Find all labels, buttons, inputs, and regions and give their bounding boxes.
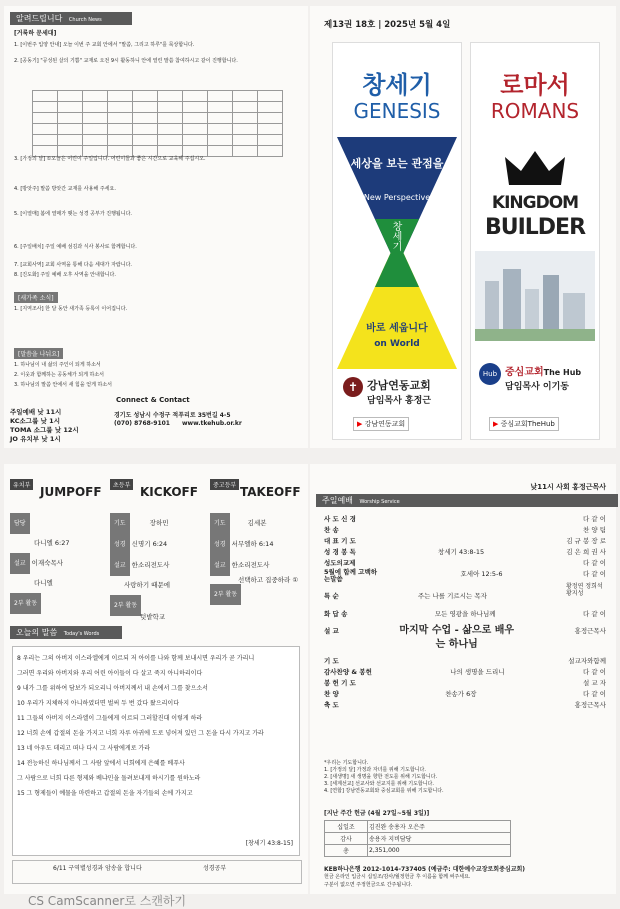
kids-panel — [4, 464, 308, 894]
crown-icon — [505, 151, 565, 187]
order-row: 화 답 송 모든 영광을 하나님께 다 같 이 — [324, 610, 606, 618]
order-row: 찬 송 찬 양 팀 — [324, 526, 606, 534]
order-row: 봉 헌 기 도 설 교 자 — [324, 679, 606, 687]
account-note-2: 구분이 없으면 주정헌금으로 간주됩니다. — [324, 882, 413, 888]
kids-row: 기도 김세본 — [210, 513, 304, 534]
order-row: 특 순 주는 나를 기르시는 목자 황정연 정희석 황지성 — [324, 583, 603, 600]
news-header — [10, 12, 132, 25]
service-times — [10, 408, 110, 444]
word-line: 9 내가 그를 위하여 담보가 되오리니 아버지께서 내 손에서 그를 찾으소서 — [17, 685, 208, 692]
genesis-tri-bottom: 바로 세웁니다 — [366, 323, 428, 334]
kids-tag: 중고등부 — [210, 479, 239, 490]
romans-title-en: ROMANS — [490, 99, 580, 123]
city-illustration — [475, 251, 595, 341]
worship-top: 낮11시 사회 홍정근목사 — [530, 483, 606, 491]
prayer-header: *우리는 기도합니다. — [324, 760, 369, 766]
genesis-church: 강남연동교회 — [367, 379, 431, 392]
connect-title: Connect & Contact — [116, 396, 190, 404]
kids-row: 설교 한소리전도사 — [110, 555, 204, 576]
church-web: www.tkehub.or.kr — [182, 420, 242, 427]
worship-panel — [310, 464, 616, 894]
kids-row: 2부 활동 — [110, 595, 204, 616]
order-row: 성 경 봉 독 창세기 43:8-15 김 은 희 권 사 — [324, 548, 606, 556]
order-row: 5월에 함께 고백하는말씀 호세아 12:5-6 다 같 이 — [324, 568, 606, 583]
order-row: 찬 양 찬송가 6장 다 같 이 — [324, 690, 606, 698]
kids-row: 2부 활동 — [10, 593, 104, 614]
genesis-title-en: GENESIS — [353, 99, 441, 123]
genesis-tri-top: 세상을 보는 관점을 — [350, 157, 444, 170]
kids-col-2 — [210, 472, 304, 605]
word-footer-right: 성경공부 — [203, 865, 227, 872]
share-item-0: 1. 하나님이 내 삶의 주인이 되게 하소서 — [14, 362, 101, 368]
genesis-youtube — [353, 417, 409, 431]
news-item-7: 7. [교회사역] 교회 사역을 통해 다음 세대가 자랍니다. — [14, 262, 132, 268]
word-line: 12 너희 손에 갑절의 돈을 가지고 너희 자루 아귀에 도로 넣어져 있던 그 돈을 다시 가지고 가라 — [17, 730, 264, 737]
kids-col-0 — [10, 472, 104, 614]
kids-row: 2부 활동 — [210, 584, 304, 605]
kids-row: 텃밭학교 — [140, 613, 166, 621]
offering-title: [지난 주간 헌금 (4월 27일~5월 3일)] — [324, 810, 430, 817]
romans-church — [505, 363, 581, 378]
worship-header-en: Worship Service — [359, 499, 400, 505]
prayer-line: 1. [가정의 달] 가정과 자녀를 위해 기도합니다. — [324, 767, 426, 773]
prayer-line: 2. [새생명] 새 생명을 향한 전도를 위해 기도합니다. — [324, 774, 438, 780]
offering-row: 총 2,351,000 — [325, 845, 511, 857]
order-row: 감사찬양 & 봉헌 나의 생명을 드리니 다 같 이 — [324, 668, 606, 676]
issue-line: 제13권 18호 | 2025년 5월 4일 — [324, 20, 451, 30]
service-row: TOMA 소그룹 낮 12시 — [10, 426, 79, 434]
news-panel — [4, 6, 308, 448]
new-family-body: 1. [지역조사] 한 달 동안 새가족 등록이 이어집니다. — [14, 306, 128, 312]
genesis-youtube-label: 강남연동교회 — [364, 420, 406, 428]
youtube-icon: ▶ — [357, 420, 363, 428]
kids-title: JUMPOFF — [40, 485, 102, 499]
prayer-line: 4. [연합] 강남연동교회와 중심교회를 위해 기도합니다. — [324, 788, 444, 794]
romans-youtube-label: 중심교회TheHub — [500, 420, 555, 428]
account-note: 헌금 온라인 입금시 십일조/감사/월정헌금 후 이름을 함께 써주세요. — [324, 874, 471, 880]
word-line: 그러면 우리와 아버지와 우리 어린 아이들이 다 살고 죽지 아니하리이다 — [17, 670, 203, 677]
kids-col-1 — [110, 472, 204, 627]
share-item-2: 3. 하나님의 말씀 안에서 새 힘을 얻게 하소서 — [14, 382, 113, 388]
genesis-title-kr: 창세기 — [362, 71, 432, 99]
kids-tag: 유치부 — [10, 479, 33, 490]
news-item-5: 5. [이열매] 봄에 열매가 맺는 성경 공부가 진행됩니다. — [14, 211, 132, 217]
kids-row: 기도 장하민 — [110, 513, 204, 534]
word-line: 10 우리가 지체하지 아니하였더면 벌써 두 번 갔다 왔으리이다 — [17, 700, 179, 707]
order-row: 축 도 홍정근목사 — [324, 701, 606, 709]
genesis-vert: 창세기 — [390, 221, 401, 251]
word-line: 8 우리는 그의 아버지 이스라엘에게 이르되 저 아이를 나와 함께 보내시면 우리가 곧 가리니 — [17, 655, 255, 662]
news-header-title: 알려드립니다 — [16, 14, 63, 23]
word-ref: [창세기 43:8-15] — [245, 840, 293, 847]
word-footer — [12, 860, 302, 884]
today-word-en: Today's Words — [63, 631, 100, 637]
news-item-3: 3. [가정의 날] ①오늘은 어린이 주일입니다. 어린이들과 좋은 시간으로 교육해 주십시오. — [14, 156, 206, 162]
prayer-line: 3. [세계선교] 선교사와 선교지를 위해 기도합니다. — [324, 781, 434, 787]
romans-church-kr: 중심교회 — [505, 367, 544, 378]
romans-church-en: The Hub — [543, 368, 582, 377]
today-word-box — [12, 646, 300, 856]
genesis-pastor: 담임목사 홍정근 — [367, 396, 431, 406]
prayer-block — [324, 760, 606, 795]
word-line: 11 그들의 아버지 이스라엘이 그들에게 이르되 그러할진대 이렇게 하라 — [17, 715, 203, 722]
order-row: 기 도 설교자와함께 — [324, 657, 606, 665]
kingdom-text: KINGDOM — [491, 193, 579, 213]
romans-pastor: 담임목사 이기동 — [505, 382, 569, 392]
service-row: 주일예배 낮 11시 — [10, 408, 62, 416]
genesis-tri-sub: New Perspective — [363, 193, 431, 202]
news-header-en: Church News — [68, 17, 102, 23]
genesis-tri-bottom-en: on World — [374, 339, 420, 349]
worship-header-title: 주일예배 — [322, 496, 353, 505]
genesis-banner — [332, 42, 462, 440]
order-row: 성도의교제 다 같 이 — [324, 559, 606, 567]
schedule-table — [32, 90, 283, 157]
share-word-header: [말씀을 나눠요] — [14, 348, 63, 359]
word-line: 13 네 아우도 데리고 떠나 다시 그 사람에게로 가라 — [17, 745, 151, 752]
bank-account: KEB하나은행 2012-1014-737405 (예금주: 대한예수교장로회중심교회) — [324, 866, 526, 873]
news-item-0: [거룩하 문세대] — [14, 30, 57, 37]
church-phone: (070) 8768-9101 — [114, 420, 170, 427]
kids-row: 다니엘 — [34, 579, 53, 587]
share-item-1: 2. 이웃과 함께하는 공동체가 되게 하소서 — [14, 372, 104, 378]
hub-logo-icon: Hub — [479, 363, 501, 385]
builder-text: BUILDER — [484, 215, 586, 240]
kids-row: 성경 신명기 6:24 — [110, 534, 204, 555]
romans-banner — [470, 42, 600, 440]
kids-title: KICKOFF — [140, 485, 198, 499]
genesis-triangles — [337, 137, 457, 369]
news-item-2: 2. [공동기] "공성된 살의 기쁨" 교재로 오전 9시 활동하니 안에 열린 말씀 참여하시고 같이 진행합니다. — [14, 58, 238, 64]
kids-row: 다니엘 6:27 — [34, 539, 70, 547]
new-family-header: [새가족 소식] — [14, 292, 58, 303]
word-line: 15 그 형제들이 예물을 마련하고 갑절의 돈을 자기들의 손에 가지고 — [17, 790, 193, 797]
news-item-6: 6. [주일배치] 주일 예배 섬김과 식사 봉사로 함께합니다. — [14, 244, 137, 250]
kids-row: 설교 이재숙목사 — [10, 553, 104, 574]
youtube-icon: ▶ — [493, 420, 499, 428]
service-row: JO 유치부 낮 1시 — [10, 435, 61, 443]
today-word-title: 오늘의 말씀 — [16, 628, 58, 637]
kids-row: 사랑하기 때문에 — [124, 581, 171, 589]
kids-row: 성경 서무엘하 6:14 — [210, 534, 304, 555]
offering-row: 감사 송용자 지비담당 — [325, 833, 511, 845]
order-row: 사 도 신 경 다 같 이 — [324, 515, 606, 523]
worship-order — [324, 514, 606, 711]
church-logo-icon: ✝ — [343, 377, 363, 397]
word-line: 그 사람으로 너희 다른 형제와 베냐민을 돌려보내게 하시기를 원하노라 — [17, 775, 201, 782]
kids-row: 담당 — [10, 513, 104, 534]
word-footer-left: 6/11 구역별성경과 암송을 합니다 — [53, 865, 142, 872]
today-word-header — [10, 626, 122, 639]
kids-row: 선택하고 집중하라 ① — [238, 576, 299, 584]
offering-row: 십일조 김진완 송용자 오은주 — [325, 821, 511, 833]
kids-tag: 초등부 — [110, 479, 133, 490]
offering-table — [324, 820, 511, 857]
cover-panel — [310, 6, 616, 448]
kids-row: 설교 한소리전도사 — [210, 555, 304, 576]
kids-title: TAKEOFF — [240, 485, 301, 499]
scanner-watermark: CS CamScanner로 스캔하기 — [28, 894, 187, 908]
worship-header — [316, 494, 618, 507]
news-item-4: 4. [방앗주] 말씀 방앗간 교재를 사용해 주세요. — [14, 186, 116, 192]
word-line: 14 전능하신 하나님께서 그 사람 앞에서 너희에게 은혜를 베푸사 — [17, 760, 185, 767]
service-row: KC소그룹 낮 1시 — [10, 417, 60, 425]
church-address: 경기도 성남시 수정구 적푸리로 35번길 4-5 — [114, 412, 231, 419]
romans-title-kr: 로마서 — [500, 71, 570, 99]
order-row: 대 표 기 도 김 규 봉 장 로 — [324, 537, 606, 545]
romans-youtube — [489, 417, 559, 431]
news-item-8: 8. [진도화] 주일 예배 오후 사역을 안내합니다. — [14, 272, 116, 278]
order-row: 설 교 마지막 수업 - 삶으로 배우는 하나님 홍정근목사 — [324, 625, 606, 650]
news-item-1: 1. [이번주 입양 안내] 오늘 이번 주 교회 안에서 "말씀, 그리고 하루"를 묵상합니다. — [14, 42, 195, 48]
